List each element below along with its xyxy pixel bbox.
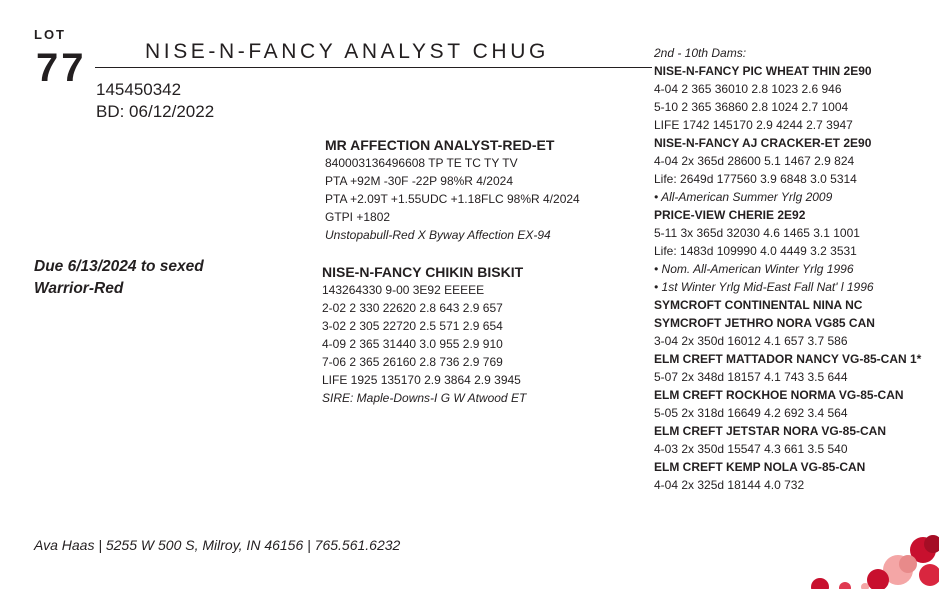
dams-line: NISE-N-FANCY AJ CRACKER-ET 2E90 [654,136,872,150]
dams-line: 2nd - 10th Dams: [654,46,747,60]
dams-line: ELM CREFT ROCKHOE NORMA VG-85-CAN [654,388,904,402]
lot-number: 77 [36,46,87,90]
dams-line: NISE-N-FANCY PIC WHEAT THIN 2E90 [654,64,872,78]
title-divider [95,67,652,68]
dams-line: 5-05 2x 318d 16649 4.2 692 3.4 564 [654,406,848,420]
dams-line: 5-10 2 365 36860 2.8 1024 2.7 1004 [654,100,849,114]
sire-name: MR AFFECTION ANALYST-RED-ET [325,137,555,153]
dams-line: Life: 2649d 177560 3.9 6848 3.0 5314 [654,172,857,186]
dams-line: Life: 1483d 109990 4.0 4449 3.2 3531 [654,244,857,258]
sire-line: GTPI +1802 [325,210,391,224]
sire-line: PTA +2.09T +1.55UDC +1.18FLC 98%R 4/2024 [325,192,580,206]
dams-line: 4-03 2x 350d 15547 4.3 661 3.5 540 [654,442,848,456]
consignor-footer: Ava Haas | 5255 W 500 S, Milroy, IN 46156 | 765.561.6232 [34,537,401,553]
dam-line: 7-06 2 365 26160 2.8 736 2.9 769 [322,355,503,369]
dam-line: 3-02 2 305 22720 2.5 571 2.9 654 [322,319,503,333]
dams-line: PRICE-VIEW CHERIE 2E92 [654,208,806,222]
dams-line: SYMCROFT JETHRO NORA VG85 CAN [654,316,875,330]
due-info [34,256,204,300]
dams-line: ELM CREFT KEMP NOLA VG-85-CAN [654,460,866,474]
dam-line: 4-09 2 365 31440 3.0 955 2.9 910 [322,337,503,351]
lot-label: LOT [34,27,66,42]
due-line-2: Warrior-Red [34,280,124,297]
dams-line: 3-04 2x 350d 16012 4.1 657 3.7 586 [654,334,848,348]
sire-line: 840003136496608 TP TE TC TY TV [325,156,518,170]
sire-line: PTA +92M -30F -22P 98%R 4/2024 [325,174,513,188]
dam-block [322,263,526,407]
dams-line: 4-04 2x 365d 28600 5.1 1467 2.9 824 [654,154,855,168]
dam-line: 2-02 2 330 22620 2.8 643 2.9 657 [322,301,503,315]
flower-decoration [790,530,939,589]
sire-pedigree: Unstopabull-Red X Byway Affection EX-94 [325,228,551,242]
dams-line: 4-04 2 365 36010 2.8 1023 2.6 946 [654,82,842,96]
sire-block [325,136,580,244]
flower-cluster [811,535,939,589]
dams-line: • Nom. All-American Winter Yrlg 1996 [654,262,854,276]
dam-line: LIFE 1925 135170 2.9 3864 2.9 3945 [322,373,521,387]
dams-line: ELM CREFT JETSTAR NORA VG-85-CAN [654,424,887,438]
dams-line: 5-11 3x 365d 32030 4.6 1465 3.1 1001 [654,226,860,240]
dam-sire-line: SIRE: Maple-Downs-I G W Atwood ET [322,391,527,405]
dams-line: SYMCROFT CONTINENTAL NINA NC [654,298,863,312]
dams-list [654,44,921,494]
dams-line: ELM CREFT MATTADOR NANCY VG-85-CAN 1* [654,352,922,366]
animal-title: NISE-N-FANCY ANALYST CHUG [145,40,549,63]
registration-number: 145450342 [96,80,182,99]
dam-line: 143264330 9-00 3E92 EEEEE [322,283,485,297]
dams-line: • All-American Summer Yrlg 2009 [654,190,833,204]
dams-line: 4-04 2x 325d 18144 4.0 732 [654,478,805,492]
dams-line: LIFE 1742 145170 2.9 4244 2.7 3947 [654,118,853,132]
dams-line: 5-07 2x 348d 18157 4.1 743 3.5 644 [654,370,848,384]
dams-line: • 1st Winter Yrlg Mid-East Fall Nat' l 1996 [654,280,874,294]
dam-name: NISE-N-FANCY CHIKIN BISKIT [322,264,524,280]
due-line-1: Due 6/13/2024 to sexed [34,258,204,275]
birth-date: BD: 06/12/2022 [96,102,215,121]
